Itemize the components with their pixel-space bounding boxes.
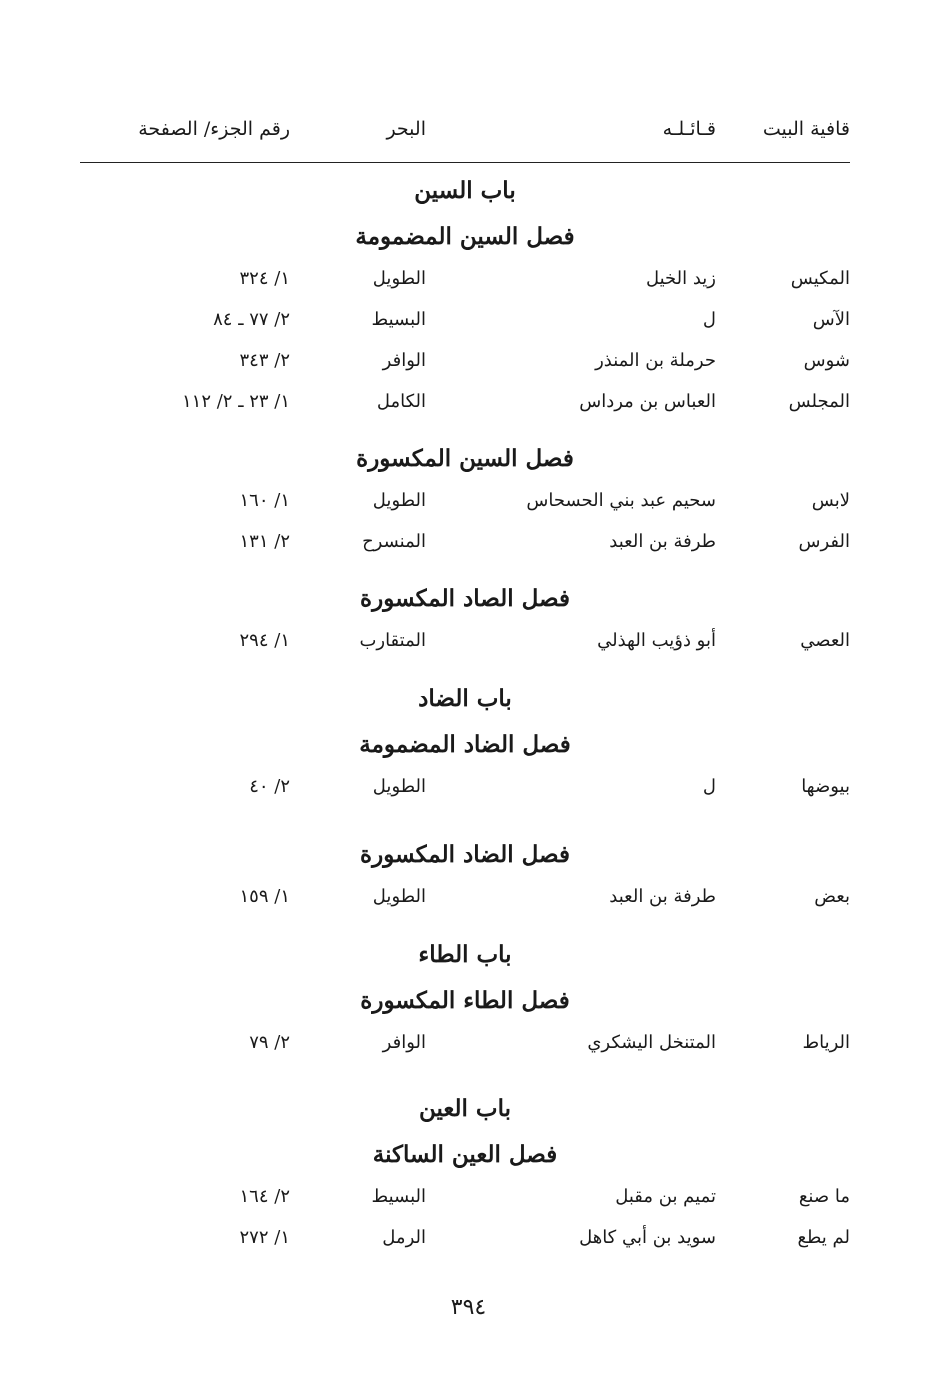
section-title: باب الضاد — [418, 685, 512, 712]
meter-cell: البسيط — [371, 309, 426, 330]
reference-cell: ١/ ٢٩٤ — [239, 630, 290, 651]
meter-cell: الطويل — [372, 886, 426, 907]
index-block — [80, 1086, 850, 1260]
rhyme-cell: المجلس — [788, 391, 850, 412]
poet-cell: العباس بن مرداس — [579, 391, 716, 412]
poet-cell: سويد بن أبي كاهل — [579, 1227, 716, 1248]
poet-cell: حرملة بن المنذر — [595, 350, 716, 371]
index-row — [80, 260, 850, 301]
poet-cell: زيد الخيل — [645, 268, 716, 289]
index-row — [80, 622, 850, 663]
index-row — [80, 1178, 850, 1219]
rhyme-cell: بيوضها — [801, 776, 850, 797]
index-row — [80, 1024, 850, 1065]
rhyme-cell: لم يطع — [797, 1227, 850, 1248]
poet-cell: طرفة بن العبد — [609, 531, 716, 552]
header-poet: قـائـلـه — [662, 118, 716, 140]
reference-cell: ١/ ٢٣ ـ ٢/ ١١٢ — [181, 391, 290, 412]
index-row — [80, 878, 850, 919]
poet-cell: سحيم عبد بني الحسحاس — [526, 490, 716, 511]
reference-cell: ٢/ ١٦٤ — [239, 1186, 290, 1207]
reference-cell: ٢/ ٤٠ — [249, 776, 290, 797]
poet-cell: المتنخل اليشكري — [587, 1032, 716, 1053]
rhyme-cell: العصي — [800, 630, 850, 651]
meter-cell: الوافر — [382, 350, 426, 371]
index-row — [80, 482, 850, 523]
index-row — [80, 1219, 850, 1260]
poet-cell: طرفة بن العبد — [609, 886, 716, 907]
table-header — [80, 118, 850, 158]
meter-cell: الكامل — [376, 391, 426, 412]
rhyme-cell: المكيس — [790, 268, 850, 289]
index-row — [80, 768, 850, 809]
index-row — [80, 301, 850, 342]
section-title: فصل السين المكسورة — [356, 445, 574, 472]
header-ref: رقم الجزء/ الصفحة — [138, 118, 290, 140]
header-divider — [80, 162, 850, 163]
reference-cell: ٢/ ٣٤٣ — [239, 350, 290, 371]
index-block — [80, 168, 850, 424]
reference-cell: ٢/ ١٣١ — [239, 531, 290, 552]
meter-cell: الرمل — [382, 1227, 426, 1248]
poet-cell: تميم بن مقبل — [615, 1186, 716, 1207]
section-title: فصل الطاء المكسورة — [360, 987, 570, 1014]
rhyme-cell: الآس — [812, 309, 850, 330]
section-title: فصل العين الساكنة — [372, 1141, 558, 1168]
index-block — [80, 676, 850, 809]
section-title: فصل السين المضمومة — [355, 223, 575, 250]
section-title: فصل الضاد المكسورة — [360, 841, 570, 868]
rhyme-cell: شوس — [803, 350, 850, 371]
reference-cell: ١/ ١٥٩ — [239, 886, 290, 907]
meter-cell: الوافر — [382, 1032, 426, 1053]
page-number: ٣٩٤ — [450, 1295, 487, 1320]
rhyme-cell: الفرس — [798, 531, 850, 552]
index-row — [80, 342, 850, 383]
section-title: فصل الضاد المضمومة — [359, 731, 571, 758]
section-title: باب العين — [418, 1095, 511, 1122]
reference-cell: ٢/ ٧٩ — [249, 1032, 290, 1053]
rhyme-cell: بعض — [814, 886, 850, 907]
reference-cell: ٢/ ٧٧ ـ ٨٤ — [213, 309, 290, 330]
index-block — [80, 832, 850, 919]
poet-cell: ل — [702, 309, 716, 330]
index-block — [80, 576, 850, 663]
section-title: باب الطاء — [418, 941, 512, 968]
meter-cell: الطويل — [372, 268, 426, 289]
header-meter: البحر — [386, 118, 426, 140]
reference-cell: ١/ ٣٢٤ — [239, 268, 290, 289]
index-row — [80, 383, 850, 424]
section-title: باب السين — [414, 177, 516, 204]
index-block — [80, 436, 850, 564]
rhyme-cell: لابس — [811, 490, 850, 511]
meter-cell: المتقارب — [359, 630, 426, 651]
meter-cell: الطويل — [372, 490, 426, 511]
reference-cell: ١/ ١٦٠ — [239, 490, 290, 511]
index-row — [80, 523, 850, 564]
rhyme-cell: ما صنع — [798, 1186, 850, 1207]
reference-cell: ١/ ٢٧٢ — [239, 1227, 290, 1248]
poet-cell: ل — [702, 776, 716, 797]
section-title: فصل الصاد المكسورة — [360, 585, 570, 612]
poet-cell: أبو ذؤيب الهذلي — [597, 630, 716, 651]
meter-cell: البسيط — [371, 1186, 426, 1207]
rhyme-cell: الرياط — [802, 1032, 850, 1053]
meter-cell: المنسرح — [362, 531, 426, 552]
index-block — [80, 932, 850, 1065]
meter-cell: الطويل — [372, 776, 426, 797]
header-rhyme: قافية البيت — [762, 118, 850, 140]
